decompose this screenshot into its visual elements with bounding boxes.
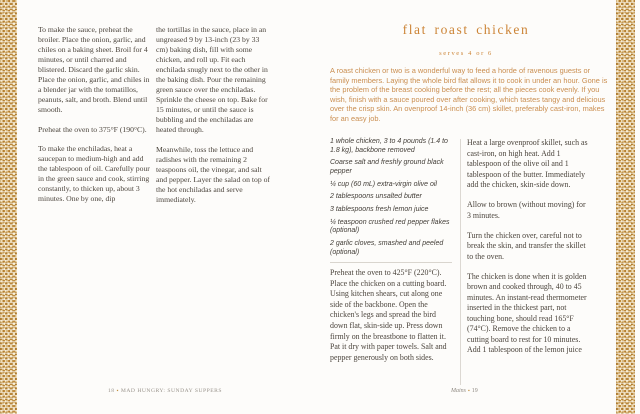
- page-number: 19: [471, 388, 478, 394]
- ingredients-divider: [330, 262, 452, 263]
- recipe-paragraph: Preheat the oven to 375°F (190°C).: [38, 124, 147, 134]
- right-border-weave-pattern: [616, 0, 635, 414]
- ingredient-item: ¼ teaspoon crushed red pepper flakes (optional): [330, 218, 450, 235]
- instruction-step: Turn the chicken over, careful not to break the skin, and transfer the skillet to the oven.: [467, 230, 586, 261]
- left-border-weave-pattern: [0, 0, 17, 414]
- ingredient-item: ¼ cup (60 mL) extra-virgin olive oil: [330, 180, 437, 188]
- footer-separator: ▪: [116, 388, 119, 394]
- ingredient-item: 2 garlic cloves, smashed and peeled (optional): [330, 239, 444, 256]
- section-name: Mains: [451, 388, 466, 394]
- serves-line: serves 4 or 6: [439, 50, 493, 57]
- column-divider: [460, 139, 461, 385]
- right-page-column-2: [467, 138, 588, 365]
- ingredient-item: Coarse salt and freshly ground black pepper: [330, 159, 444, 176]
- recipe-paragraph: To make the sauce, preheat the broiler. Place the onion, garlic, and chiles on a baking sheet. Broil for 4 minutes, or until charred and blistered. Discard the garlic skin. Place the onion, garlic, and chiles in a blender jar with the tomatillos, peanuts, salt, and broth. Blend until smooth.: [38, 25, 150, 114]
- ingredient-item: 3 tablespoons fresh lemon juice: [330, 205, 429, 213]
- instruction-step: The chicken is done when it is golden brown and cooked through, 40 to 45 minutes. An instant-read thermometer inserted in the thickest part, not touching bone, should read 165°F (74°C). Remove the chicken to a cutting board to rest for 10 minutes. Add 1 tablespoon of the lemon juice: [467, 271, 587, 354]
- ingredient-item: 1 whole chicken, 3 to 4 pounds (1.4 to 1.8 kg), backbone removed: [330, 138, 448, 154]
- left-page-column-1: [38, 25, 152, 214]
- instruction-step: Preheat the oven to 425°F (220°C). Place the chicken on a cutting board. Using kitchen shears, cut along one side of the backbone. Open the chicken's legs and spread the bird down flat, skin-side up. Press down firmly on the breastbone to flatten it. Pat it dry with paper towels. Salt and pepper generously on both sides.: [330, 268, 447, 362]
- recipe-paragraph: Meanwhile, toss the lettuce and radishes with the remaining 2 teaspoons oil, the vinegar, and salt and pepper. Layer the salad on top of the hot enchiladas and serve immediately.: [156, 144, 270, 204]
- ingredient-item: 2 tablespoons unsalted butter: [330, 193, 422, 201]
- right-page-footer: [451, 388, 478, 394]
- left-page-column-2: [156, 25, 273, 214]
- recipe-paragraph: To make the enchiladas, heat a saucepan to medium-high and add the tablespoon of oil. Carefully pour in the green sauce and cook, stirring constantly, to thicken up, about 3 minutes. One by one, dip: [38, 144, 150, 203]
- ingredient-list: [330, 138, 454, 261]
- footer-separator: ▪: [468, 388, 470, 394]
- recipe-paragraph: the tortillas in the sauce, place in an ungreased 9 by 13-inch (23 by 33 cm) baking dish, fill with some chicken, and roll up. Fit each enchilada snugly next to the other in the baking dish. Pour the remaining green sauce over the enchiladas. Sprinkle the cheese on top. Bake for 15 minutes, or until the sauce is bubbling and the enchiladas are heated through.: [156, 25, 268, 134]
- page-number: 18: [108, 388, 115, 394]
- instruction-step: Heat a large ovenproof skillet, such as cast-iron, on high heat. Add 1 tablespoon of the olive oil and 1 tablespoon of the butter. Immediately add the chicken, skin-side down.: [467, 138, 588, 189]
- recipe-intro: A roast chicken or two is a wonderful way to feed a horde of ravenous guests or family members. Laying the whole bird flat allows it to cook in under an hour. Gone is the problem of the breast cooking before the rest; all the pieces cook evenly. If you wish, finish with a sauce poured over after cooking, which tastes tangy and delicious over the crisp skin. An ovenproof 14-inch (36 cm) skillet, preferably cast-iron, makes for an easy job.: [330, 66, 608, 123]
- book-title: MAD HUNGRY: SUNDAY SUPPERS: [120, 388, 223, 394]
- recipe-title: flat roast chicken: [402, 22, 530, 37]
- instruction-step: Allow to brown (without moving) for 3 minutes.: [467, 200, 586, 220]
- left-page-footer: [108, 388, 222, 394]
